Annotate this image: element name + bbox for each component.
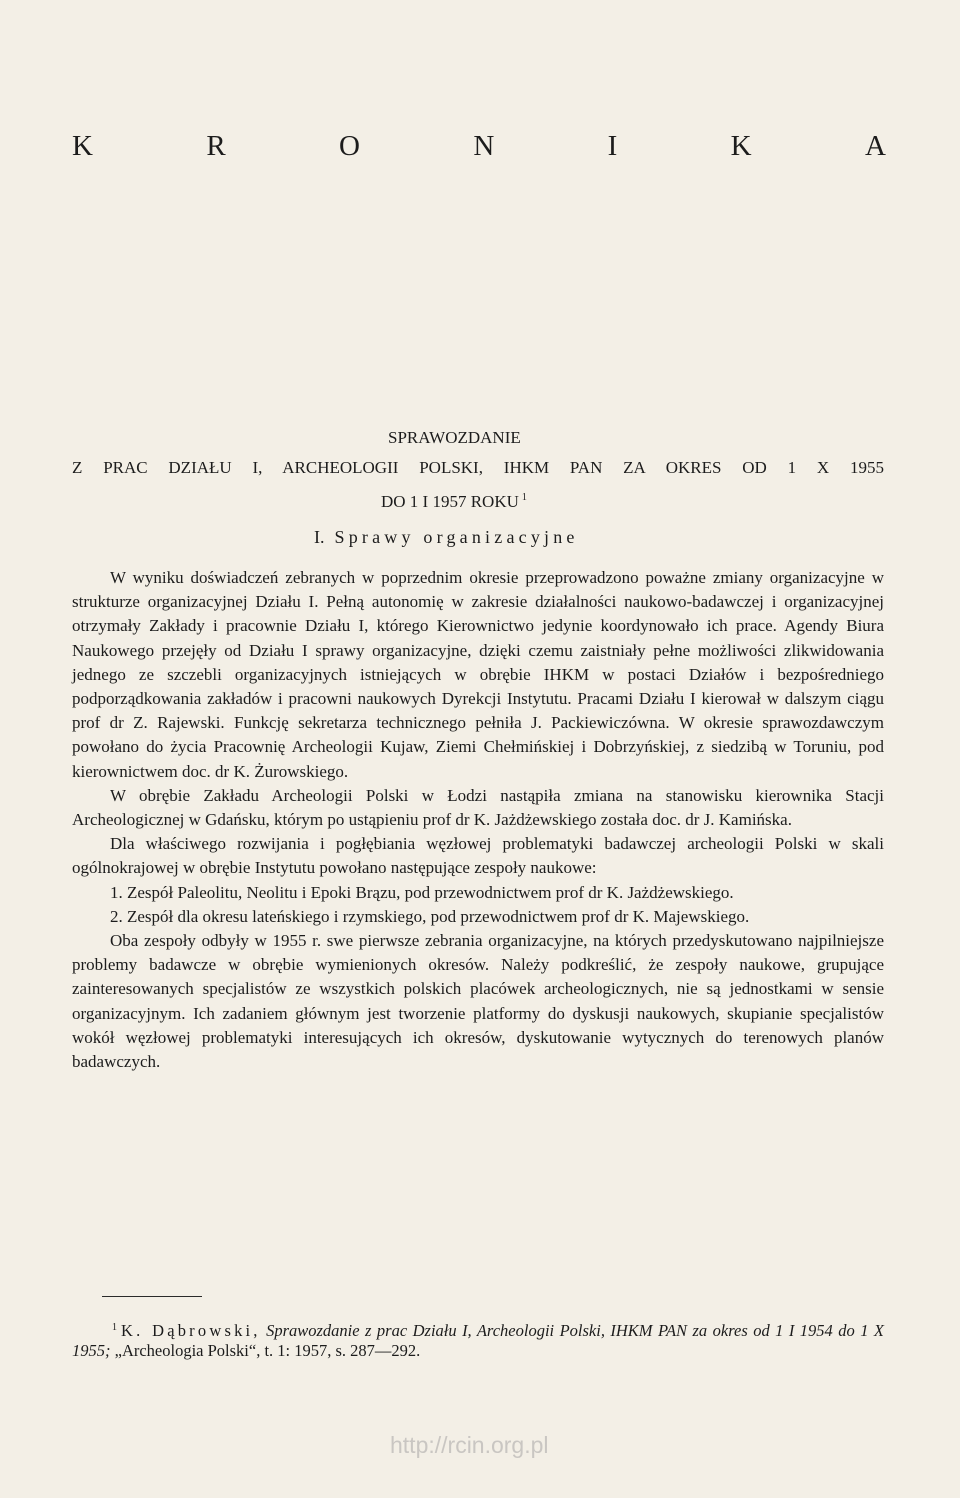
footnote [72, 1318, 884, 1361]
paragraph: Dla właściwego rozwijania i pogłębiania węzłowej problematyki badawczej archeologii Polski w skali ogólnokrajowej w obrębie Instytutu powołano następujące zespoły naukowe: [72, 834, 884, 878]
report-title-line-3 [381, 483, 527, 517]
paragraph: W obrębie Zakładu Archeologii Polski w Łodzi nastąpiła zmiana na stanowisku kierownika Stacji Archeologicznej w Gdańsku, którym po ustąpieniu prof dr K. Jażdżewskiego została doc. dr J. Kamińska. [72, 785, 884, 830]
list-item: 2. Zespół dla okresu lateńskiego i rzymskiego, pod przewodnictwem prof dr K. Majewskiego. [110, 906, 750, 926]
list-item: 1. Zespół Paleolitu, Neolitu i Epoki Brązu, pod przewodnictwem prof dr K. Jażdżewskiego. [110, 882, 734, 902]
report-title-line-2: Z PRAC DZIAŁU I, ARCHEOLOGII POLSKI, IHKM PAN ZA OKRES OD 1 X 1955 [72, 458, 884, 477]
section-title [314, 527, 579, 548]
report-title-line-3-text: DO 1 I 1957 ROKU [381, 492, 519, 511]
heading-letter: I [607, 130, 618, 162]
body-text [72, 566, 884, 1074]
heading-letter: R [206, 130, 226, 162]
footnote-source: „Archeologia Polski“, t. 1: 1957, s. 287—292. [114, 1341, 421, 1360]
section-number: I. [314, 527, 325, 547]
section-heading-kronika [72, 130, 886, 163]
heading-letter: K [72, 130, 93, 162]
paragraph: Oba zespoły odbyły w 1955 r. swe pierwsze zebrania organizacyjne, na których przedyskutowano najpilniejsze problemy badawcze w obrębie wymienionych okresów. Należy podkreślić, że zespoły naukowe, grupujące zainteresowanych specjalistów ze wszystkich polskich placówek archeologicznych, nie są jednostkami w sensie organizacyjnym. Ich zadaniem głównym jest tworzenie platformy do dyskusji naukowych, skupianie specjalistów wokół węzłowej problematyki interesujących ich okresów, dyskutowanie wytycznych do terenowych planów badawczych. [72, 931, 884, 1072]
paragraph: W wyniku doświadczeń zebranych w poprzednim okresie przeprowadzono poważne zmiany organizacyjne w strukturze organizacyjnej Działu I. Pełną autonomię w zakresie działalności naukowo-badawczej i organizacyjnej otrzymały Zakłady i pracownie Działu I, którego Kierownictwo jedynie koordynowało ich prace. Agendy Biura Naukowego przejęły od Działu I sprawy organizacyjne, dzięki czemu zaistniały pełne możliwości zlikwidowania jednego ze szczebli organizacyjnych istniejących w obrębie IHKM w postaci Działów i bezpośredniego podporządkowania zakładów i pracowni naukowych Dyrekcji Instytutu. Pracami Działu I kierował w dalszym ciągu prof dr Z. Rajewski. Funkcję sekretarza technicznego pełniła J. Packiewiczówna. W okresie sprawozdawczym powołano do życia Pracownię Archeologii Kujaw, Ziemi Chełmińskiej i Dobrzyńskiej, z siedzibą w Toruniu, pod kierownictwem doc. dr K. Żurowskiego. [72, 568, 884, 781]
footnote-divider [102, 1296, 202, 1297]
heading-letter: O [339, 130, 360, 162]
watermark-url: http://rcin.org.pl [390, 1432, 549, 1458]
report-title-line-1: SPRAWOZDANIE [388, 428, 521, 447]
heading-letter: N [473, 130, 495, 162]
heading-letter: K [730, 130, 752, 162]
footnote-author: K. Dąbrowski, [121, 1321, 261, 1340]
footnote-reference: 1 [521, 492, 527, 503]
footnote-title: Sprawozdanie z prac Działu I, Archeologii Polski, IHKM PAN za okres od 1 I 1954 do 1 X 1955; [72, 1321, 884, 1360]
footnote-marker: 1 [112, 1322, 117, 1333]
section-title-text: Sprawy organizacyjne [334, 527, 579, 547]
heading-letter: A [864, 130, 886, 162]
